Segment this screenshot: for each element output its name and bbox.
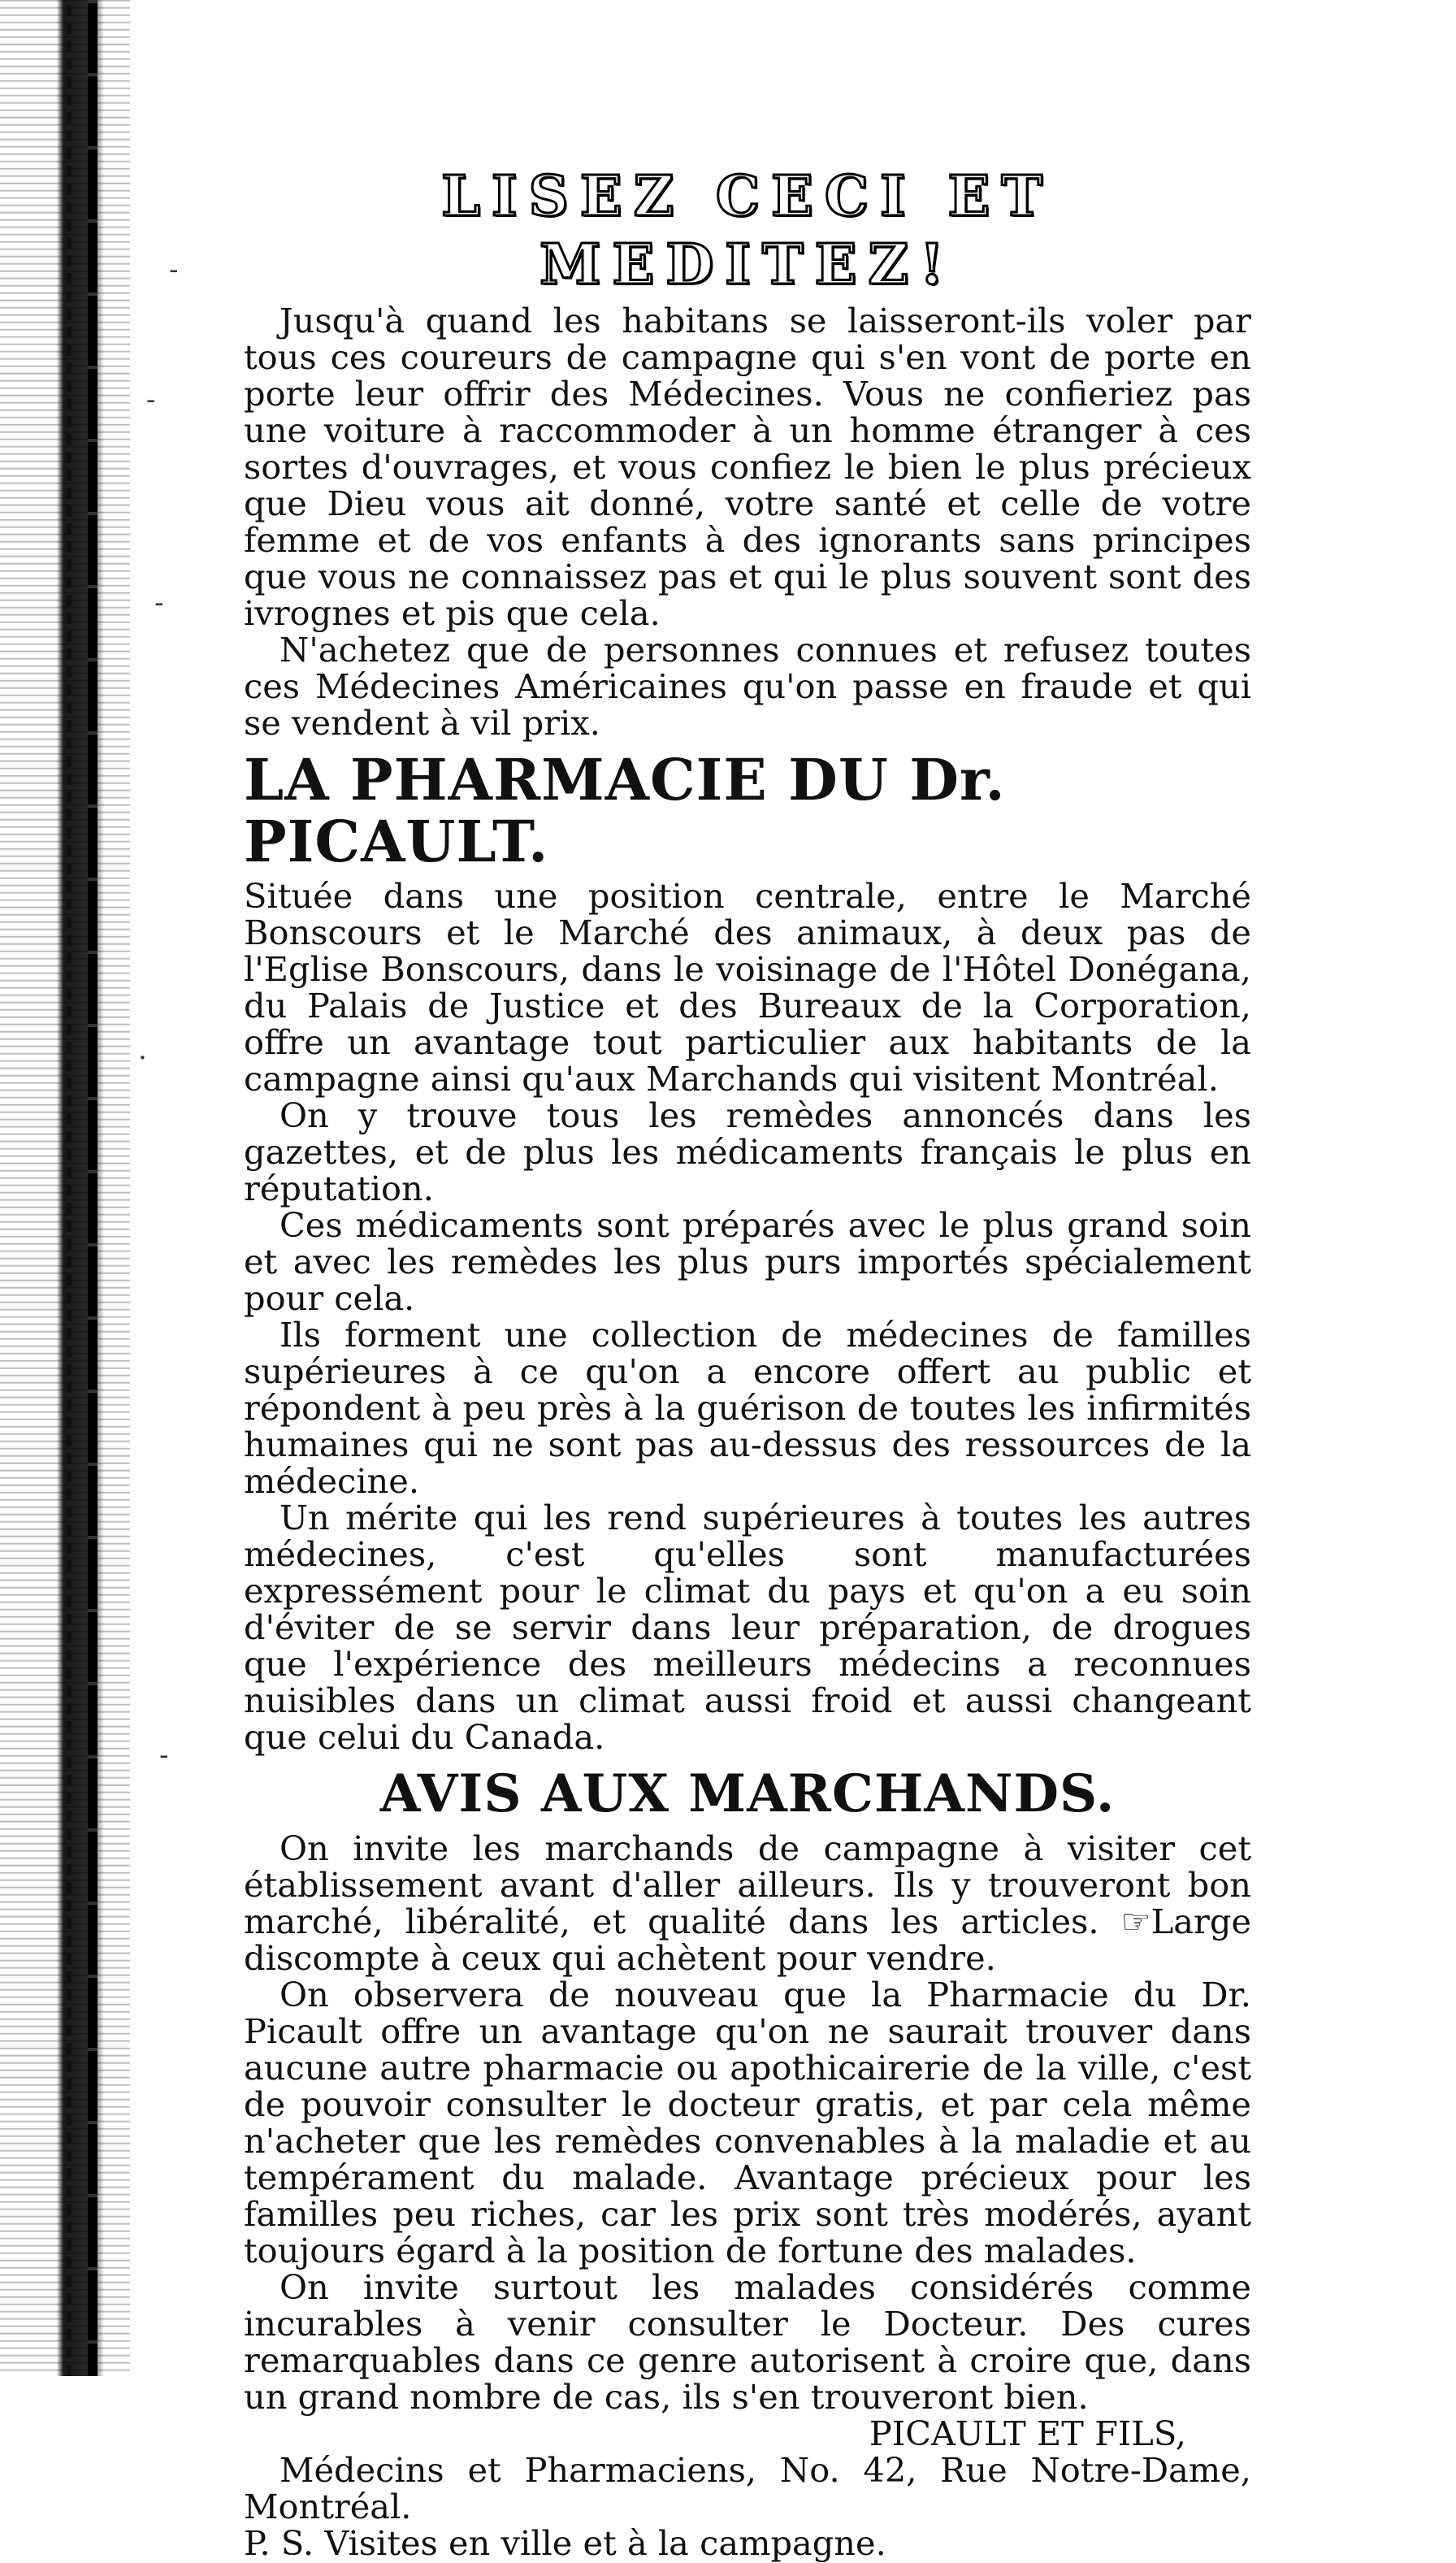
address: Médecins et Pharmaciens, No. 42, Rue Notre-Dame, Montréal. xyxy=(244,2450,1251,2526)
signature: PICAULT ET FILS, xyxy=(869,2413,1186,2453)
pharmacie-paragraph: On y trouve tous les remèdes annoncés dans les gazettes, et de plus les médicaments français le plus en réputation. xyxy=(244,1095,1251,1208)
stray-mark: - xyxy=(159,1739,169,1772)
pharmacie-paragraph: Ils forment une collection de médecines de familles supérieures à ce qu'on a encore offert au public et répondent à peu près à la guérison de toutes les infirmités humaines qui ne sont pas au-dessus des ressources de la médecine. xyxy=(244,1315,1251,1501)
intro-paragraph: Jusqu'à quand les habitans se laisseront-ils voler par tous ces coureurs de campagne qui s'en vont de porte en porte leur offrir des Médecines. Vous ne confieriez pas une voiture à raccommoder à un homme étranger à ces sortes d'ouvrages, et vous confiez le bien le plus précieux que Dieu vous ait donné, votre santé et celle de votre femme et de vos enfants à des ignorants sans principes que vous ne connaissez pas et qui le plus souvent sont des ivrognes et pis que cela. xyxy=(244,301,1251,633)
postscript: P. S. Visites en ville et à la campagne. xyxy=(244,2523,886,2563)
pharmacie-paragraph: Un mérite qui les rend supérieures à toutes les autres médecines, c'est qu'elles sont manufacturées expressément pour le climat du pays et qu'on a eu soin d'éviter de se servir dans leur préparation, de drogues que l'expérience des meilleurs médecins a reconnues nuisibles dans un climat aussi froid et aussi changeant que celui du Canada. xyxy=(244,1498,1251,1757)
page-title: LISEZ CECI ET MEDITEZ! xyxy=(441,164,1054,297)
avis-paragraph: On observera de nouveau que la Pharmacie du Dr. Picault offre un avantage qu'on ne saurait trouver dans aucune autre pharmacie ou apothicairerie de la ville, c'est de pouvoir consulter le docteur gratis, et par cela même n'acheter que les remèdes convenables à la maladie et au tempérament du malade. Avantage précieux pour les familles peu riches, car les prix sont très modérés, ayant toujours égard à la position de fortune des malades. xyxy=(244,1975,1251,2270)
intro-paragraph: N'achetez que de personnes connues et refusez toutes ces Médecines Américaines qu'on passe en fraude et qui se vendent à vil prix. xyxy=(244,630,1251,743)
avis-paragraph: On invite surtout les malades considérés comme incurables à venir consulter le Docteur. Des cures remarquables dans ce genre autorisent à croire que, dans un grand nombre de cas, ils s'en trouveront bien. xyxy=(244,2267,1251,2417)
binding-shadow xyxy=(67,0,72,2376)
heading-avis: AVIS AUX MARCHANDS. xyxy=(379,1763,1116,1824)
column-rule xyxy=(88,0,98,2376)
pharmacie-paragraph: Ces médicaments sont préparés avec le plus grand soin et avec les remèdes les plus purs importés spécialement pour cela. xyxy=(244,1205,1251,1318)
stray-mark: - xyxy=(146,384,156,416)
heading-pharmacie: LA PHARMACIE DU Dr. PICAULT. xyxy=(244,746,1006,875)
pharmacie-paragraph: Située dans une position centrale, entre le Marché Bonscours et le Marché des animaux, à deux pas de l'Eglise Bonscours, dans le voisinage de l'Hôtel Donégana, du Palais de Justice et des Bureaux de la Corporation, offre un avantage tout particulier aux habitants de la campagne ainsi qu'aux Marchands qui visitent Montréal. xyxy=(244,876,1251,1099)
stray-mark: · xyxy=(138,1042,147,1074)
avis-paragraph: On invite les marchands de campagne à visiter cet établissement avant d'aller ailleurs. Ils y trouveront bon marché, libéralité, et qualité dans les articles. ☞Large discompte à ceux qui achètent pour vendre. xyxy=(244,1828,1251,1978)
advertisement-column xyxy=(244,163,1251,2561)
stray-mark: - xyxy=(169,254,179,286)
stray-mark: - xyxy=(154,587,164,619)
torn-binding-edge xyxy=(0,0,130,2376)
